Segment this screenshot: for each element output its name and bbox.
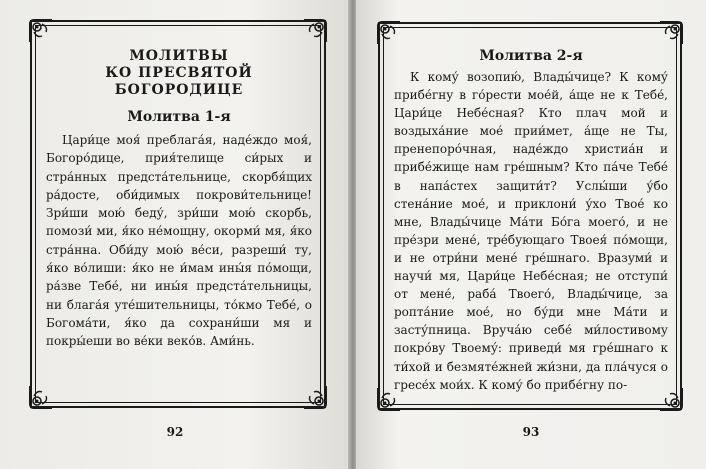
page-content (394, 42, 668, 398)
prayer-heading: Молитва 1-я (127, 109, 231, 125)
page-number: 93 (522, 425, 540, 439)
prayer-text: Цари́це моя́ преблага́я, наде́ждо моя́, Богоро́дице, прия́телище си́рых и стра́нных предста́тельнице, скорбя́щих ра́досте, оби́димых покрови́тельнице! Зри́ши мою́ беду́, зри́ши мою́ скорбь, помози́ ми, я́ко не́мощну, окорми́ мя, я́ко стра́нна. Оби́ду мою́ ве́си, разреши́ ту, я́ко во́лиши: я́ко не и́мам ины́я по́мощи, ра́зве Тебе́, ни ины́я предста́тельницы, ни блага́я уте́шительницы, то́кмо Тебе́, о Богома́ти, я́ко да сохрани́ши мя и покры́еши во ве́ки веко́в. Ами́нь. (46, 133, 312, 349)
corner-ornament-icon (300, 382, 330, 412)
page-content (46, 40, 312, 396)
ornamental-frame (378, 22, 682, 410)
page-number: 92 (166, 425, 184, 439)
corner-ornament-icon (374, 384, 404, 414)
page-title: МОЛИТВЫ КО ПРЕСВЯТОЙ БОГОРОДИЦЕ (105, 48, 253, 98)
prayer-text: К кому́ возопию́, Влады́чице? К кому́ прибе́гну в го́рести мое́й, а́ще не к Тебе́, Цари́це Небе́сная? Кто плач мой и воздыха́ние мое́ прии́мет, а́ще не Ты, пренепоро́чная, наде́ждо христиа́н и прибе́жище нам гре́шным? Кто па́че Тебе́ в напа́стех защити́т? Услы́ши у́бо стена́ние мое́, и приклони́ у́хо Твое́ ко мне, Влады́чице Ма́ти Бо́га моего́, и не пре́зри мене́, тре́бующаго Твоея́ по́мощи, и не отри́ни мене́ гре́шнаго. Вразуми́ и научи́ мя, Цари́це Небе́сная; не отступи́ от мене́, раба́ Твоего́, Влады́чице, за ропта́ние мое́, но бу́ди мне Ма́ти и засту́пница. Вруча́ю себе́ ми́лостивому покро́ву Твоему́: приведи́ мя гре́шнаго к ти́хой и безмяте́жней жи́зни, да пла́чуся о гресе́х мои́х. К кому́ бо прибе́гну по- (394, 70, 668, 392)
corner-ornament-icon (26, 16, 56, 46)
corner-ornament-icon (26, 382, 56, 412)
prayer-heading: Молитва 2-я (479, 48, 583, 64)
right-page (356, 0, 706, 469)
corner-ornament-icon (656, 18, 686, 48)
corner-ornament-icon (374, 18, 404, 48)
left-page (0, 0, 350, 469)
corner-ornament-icon (656, 384, 686, 414)
corner-ornament-icon (300, 16, 330, 46)
ornamental-frame (30, 20, 326, 408)
